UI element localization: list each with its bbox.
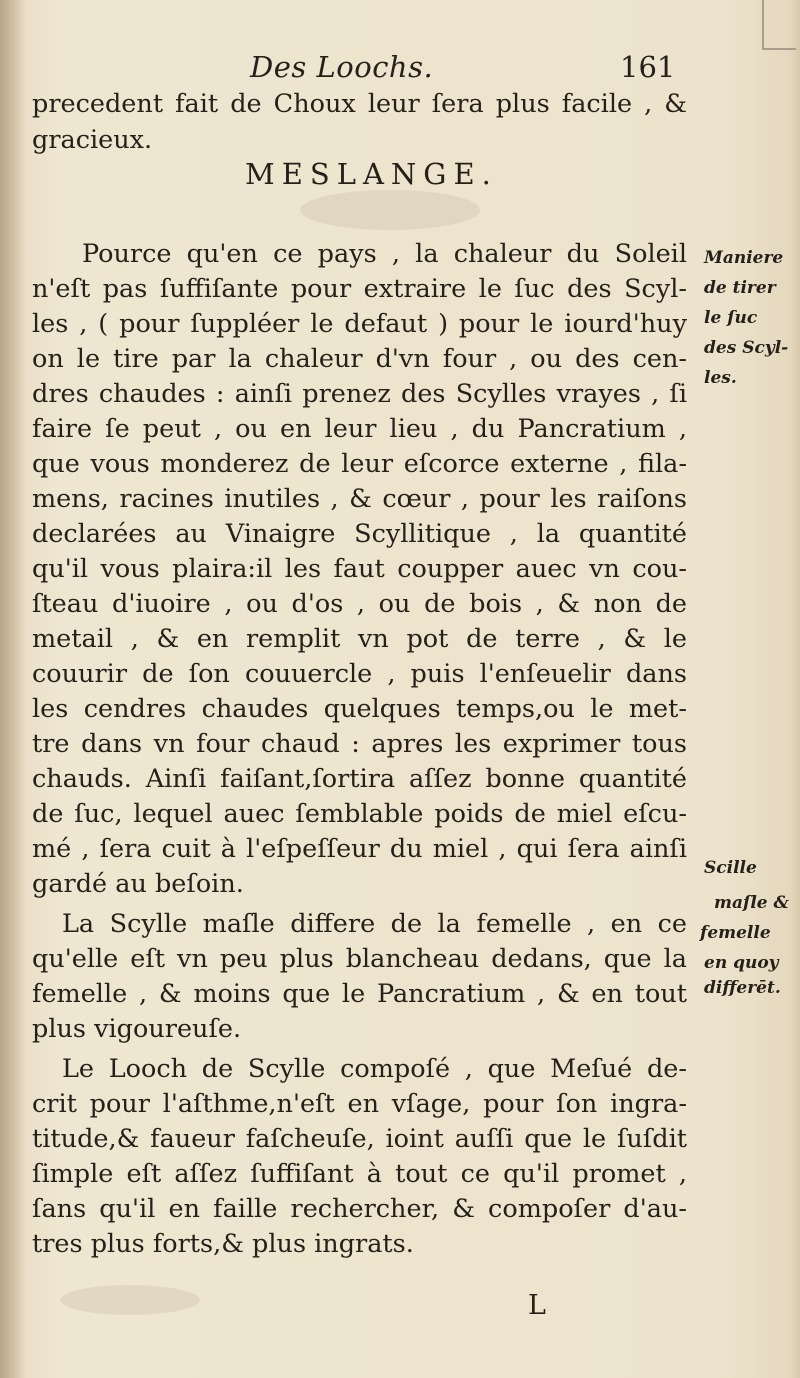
text-line: de ſuc, lequel auec ſemblable poids de miel eſcu- xyxy=(32,799,687,829)
text-line: Pource qu'en ce pays , la chaleur du Soleil xyxy=(82,239,687,269)
text-line: precedent fait de Choux leur ſera plus facile , & xyxy=(32,89,687,119)
text-line: ſimple eſt aſſez ſuffiſant à tout ce qu'il promet , xyxy=(32,1159,687,1189)
text-line: mens, racines inutiles , & cœur , pour les raiſons xyxy=(32,484,687,514)
text-line: on le tire par la chaleur d'vn four , ou des cen- xyxy=(32,344,687,374)
text-line: crit pour l'aſthme,n'eſt en vſage, pour ſon ingra- xyxy=(32,1089,687,1119)
paper-stain xyxy=(300,190,480,230)
page-number: 161 xyxy=(620,50,676,84)
page-header xyxy=(250,50,700,90)
text-line: tre dans vn four chaud : apres les exprimer tous xyxy=(32,729,687,759)
text-line: qu'il vous plaira:il les faut coupper auec vn cou- xyxy=(32,554,687,584)
margin-note-line: des Scyl- xyxy=(704,338,789,358)
page-corner-mark xyxy=(762,0,796,50)
text-line: declarées au Vinaigre Scyllitique , la quantité xyxy=(32,519,687,549)
paper-stain xyxy=(60,1285,200,1315)
text-line: titude,& faueur faſcheuſe, ioint auſſi que le ſuſdit xyxy=(32,1124,687,1154)
text-line: femelle , & moins que le Pancratium , & en tout xyxy=(32,979,687,1009)
text-line: chauds. Ainſi faiſant,ſortira aſſez bonne quantité xyxy=(32,764,687,794)
text-line: qu'elle eſt vn peu plus blancheau dedans, que la xyxy=(32,944,687,974)
catchword: L xyxy=(528,1290,546,1321)
text-line: metail , & en remplit vn pot de terre , & le xyxy=(32,624,687,654)
gutter-shadow xyxy=(0,0,26,1378)
text-line: faire ſe peut , ou en leur lieu , du Pancratium , xyxy=(32,414,687,444)
text-line: ſans qu'il en faille rechercher, & compoſer d'au- xyxy=(32,1194,687,1224)
text-line: gardé au beſoin. xyxy=(32,869,244,899)
text-line: que vous monderez de leur eſcorce externe , fila- xyxy=(32,449,687,479)
margin-note-line: Scille xyxy=(704,858,757,878)
text-line: couurir de ſon couuercle , puis l'enſeuelir dans xyxy=(32,659,687,689)
margin-note-line: differēt. xyxy=(704,978,781,998)
text-line: dres chaudes : ainſi prenez des Scylles vrayes , ſi xyxy=(32,379,687,409)
running-title: Des Loochs. xyxy=(250,50,434,84)
text-line: plus vigoureuſe. xyxy=(32,1014,242,1044)
margin-note-line: de tirer xyxy=(704,278,776,298)
text-line: n'eſt pas ſuffiſante pour extraire le ſuc des Scyl- xyxy=(32,274,687,304)
text-line: gracieux. xyxy=(32,125,153,155)
margin-note-line: en quoy xyxy=(704,953,779,973)
text-line: mé , ſera cuit à l'eſpeſſeur du miel , qui ſera ainſi xyxy=(32,834,687,864)
text-line: ſteau d'iuoire , ou d'os , ou de bois , & non de xyxy=(32,589,687,619)
text-line: les cendres chaudes quelques temps,ou le met- xyxy=(32,694,687,724)
margin-note-line: maſle & xyxy=(714,893,789,913)
text-line: La Scylle maſle differe de la femelle , en ce xyxy=(62,909,687,939)
text-line: tres plus forts,& plus ingrats. xyxy=(32,1229,414,1259)
margin-note-line: femelle xyxy=(700,923,771,943)
margin-note-line: les. xyxy=(704,368,737,388)
margin-note-line: le ſuc xyxy=(704,308,758,328)
section-heading: MESLANGE. xyxy=(245,157,498,191)
text-line: Le Looch de Scylle compoſé , que Meſué de- xyxy=(62,1054,687,1084)
text-line: les , ( pour ſuppléer le defaut ) pour le iourd'huy xyxy=(32,309,687,339)
margin-note-line: Maniere xyxy=(704,248,784,268)
